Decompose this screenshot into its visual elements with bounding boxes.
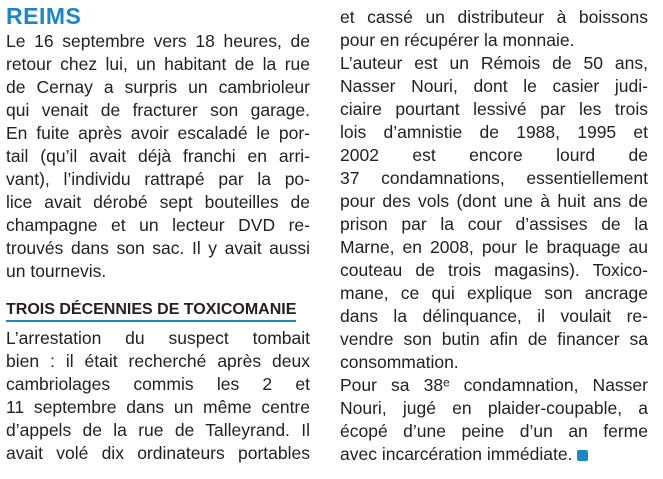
text-line: L’arrestation du suspect tombait xyxy=(6,328,310,348)
text-line: qui venait de fracturer son garage. xyxy=(6,100,310,120)
paragraph-gap xyxy=(6,283,310,300)
text-line: écopé d’une peine d’un an ferme xyxy=(340,421,648,441)
text-line: 2002 est encore lourd de xyxy=(340,145,648,165)
final-line xyxy=(340,443,648,466)
left-column xyxy=(6,0,310,465)
text-line: En fuite après avoir escaladé le por- xyxy=(6,123,310,143)
text-line: champagne et un lecteur DVD re- xyxy=(6,215,310,235)
paragraph-1 xyxy=(6,30,310,283)
text-line: Pour sa 38ᵉ condamnation, Nasser xyxy=(340,375,648,395)
end-mark-icon xyxy=(577,450,588,461)
paragraph-2 xyxy=(6,327,310,465)
text-line: avec incarcération immédiate. xyxy=(340,444,573,464)
text-line: lois d’amnistie de 1988, 1995 et xyxy=(340,122,648,142)
text-line: trouvés dans son sac. Il y avait aussi xyxy=(6,238,310,258)
text-line: un tournevis. xyxy=(6,261,107,281)
text-line: pour en récupérer la monnaie. xyxy=(340,30,575,50)
text-line: vant), l’individu rattrapé par la po- xyxy=(6,169,310,189)
text-line: dans la délinquance, il voulait re- xyxy=(340,306,648,326)
text-line: L’auteur est un Rémois de 50 ans, xyxy=(340,53,648,73)
text-line: 37 condamnations, essentiellement xyxy=(340,168,648,188)
text-line: prison par la cour d’assises de la xyxy=(340,214,648,234)
text-line: et cassé un distributeur à boissons xyxy=(340,7,648,27)
text-line: Marne, en 2008, pour le braquage au xyxy=(340,237,648,257)
text-line: retour chez lui, un habitant de la rue xyxy=(6,54,310,74)
text-line: d’appels de la rue de Talleyrand. Il xyxy=(6,420,310,440)
text-line: cambriolages commis les 2 et xyxy=(6,374,310,394)
text-line: bien : il était recherché après deux xyxy=(6,351,310,371)
text-line: 11 septembre dans un même centre xyxy=(6,397,310,417)
section-subheading: TROIS DÉCENNIES DE TOXICOMANIE xyxy=(6,300,296,322)
text-line: Nasser Nouri, dont le casier judi- xyxy=(340,76,648,96)
text-line: avait volé dix ordinateurs portables xyxy=(6,443,310,463)
text-line: Nouri, jugé en plaider-coupable, a xyxy=(340,398,648,418)
text-line: pour des vols (dont une à huit ans de xyxy=(340,191,648,211)
text-line: consommation. xyxy=(340,352,459,372)
article-title: REIMS xyxy=(6,3,82,29)
text-line: lice avait dérobé sept bouteilles de xyxy=(6,192,310,212)
text-line: ciaire pourtant lessivé par les trois xyxy=(340,99,648,119)
text-line: Le 16 septembre vers 18 heures, de xyxy=(6,31,310,51)
text-line: de Cernay a surpris un cambrioleur xyxy=(6,77,310,97)
right-column xyxy=(340,6,648,466)
text-line: mane, ce qui explique son ancrage xyxy=(340,283,648,303)
text-line: vendre son butin afin de financer sa xyxy=(340,329,648,349)
text-line: tail (qu’il avait déjà franchi en arri- xyxy=(6,146,310,166)
text-line: couteau de trois magasins). Toxico- xyxy=(340,260,648,280)
